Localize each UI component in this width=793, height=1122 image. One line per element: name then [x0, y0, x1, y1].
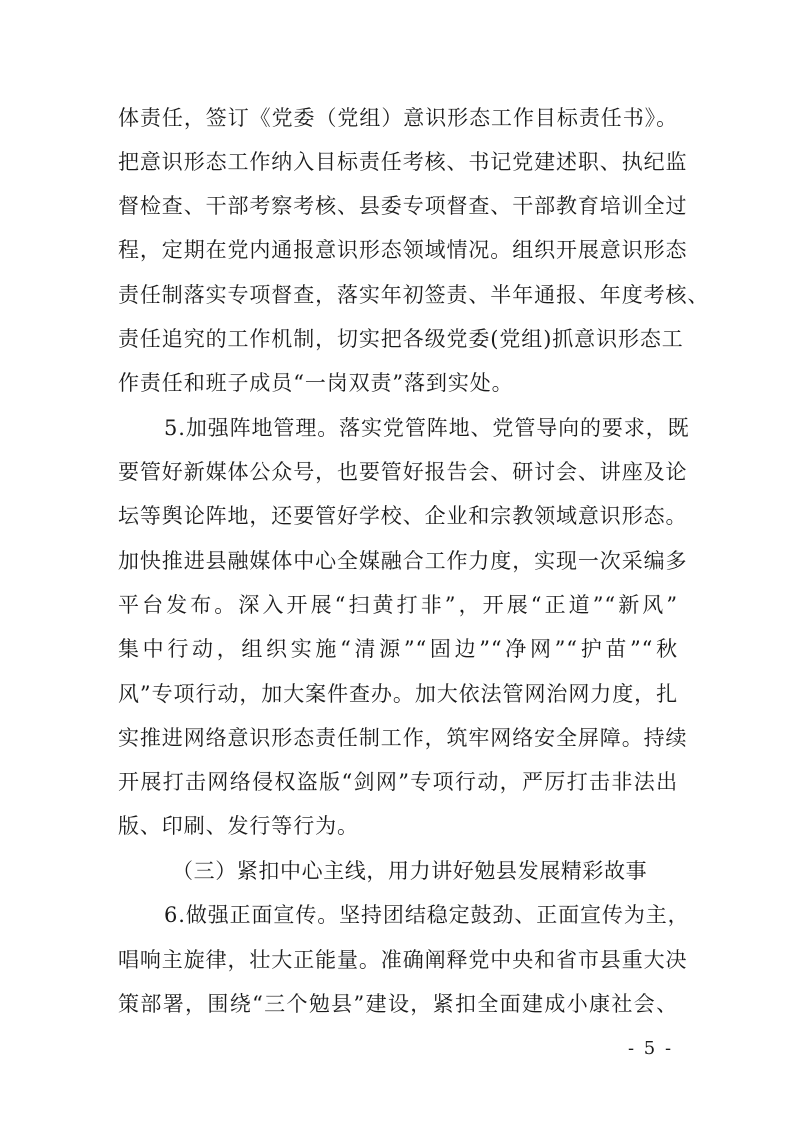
- section-heading: （三）紧扣中心主线，用力讲好勉县发展精彩故事: [172, 859, 648, 883]
- text-line: 体责任，签订《党委（党组）意识形态工作目标责任书》。: [118, 106, 678, 130]
- text-line: 坛等舆论阵地，还要管好学校、企业和宗教领域意识形态。: [118, 504, 688, 528]
- text-line: 唱响主旋律，壮大正能量。准确阐释党中央和省市县重大决: [118, 948, 688, 972]
- text-line: 策部署，围绕“三个勉县”建设，紧扣全面建成小康社会、: [118, 992, 678, 1016]
- text-line: 风”专项行动，加大案件查办。加大依法管网治网力度，扎: [118, 682, 678, 706]
- text-line: 作责任和班子成员“一岗双责”落到实处。: [118, 371, 514, 395]
- text-line: 版、印刷、发行等行为。: [118, 814, 359, 838]
- text-line: 要管好新媒体公众号，也要管好报告会、研讨会、讲座及论: [118, 460, 688, 484]
- paragraph-start-line: 5.加强阵地管理。落实党管阵地、党管导向的要求，既: [164, 416, 690, 440]
- text-line: 加快推进县融媒体中心全媒融合工作力度，实现一次采编多: [118, 549, 688, 573]
- text-line: 责任制落实专项督查，落实年初签责、半年通报、年度考核、: [118, 283, 710, 307]
- text-line: 督检查、干部考察考核、县委专项督查、干部教育培训全过: [118, 194, 688, 218]
- text-line: 实推进网络意识形态责任制工作，筑牢网络安全屏障。持续: [118, 726, 688, 750]
- text-line: 程，定期在党内通报意识形态领域情况。组织开展意识形态: [118, 238, 688, 262]
- text-line: 开展打击网络侵权盗版“剑网”专项行动，严厉打击非法出: [118, 770, 678, 794]
- text-line: 责任追究的工作机制，切实把各级党委(党组)抓意识形态工: [118, 327, 684, 351]
- text-line: 平台发布。深入开展“扫黄打非”，开展“正道”“新风”: [118, 593, 678, 617]
- text-line: 集中行动，组织实施“清源”“固边”“净网”“护苗”“秋: [118, 637, 678, 661]
- text-line: 把意识形态工作纳入目标责任考核、书记党建述职、执纪监: [118, 150, 688, 174]
- page-number: - 5 -: [628, 1038, 674, 1059]
- paragraph-start-line: 6.做强正面宣传。坚持团结稳定鼓劲、正面宣传为主，: [164, 903, 690, 927]
